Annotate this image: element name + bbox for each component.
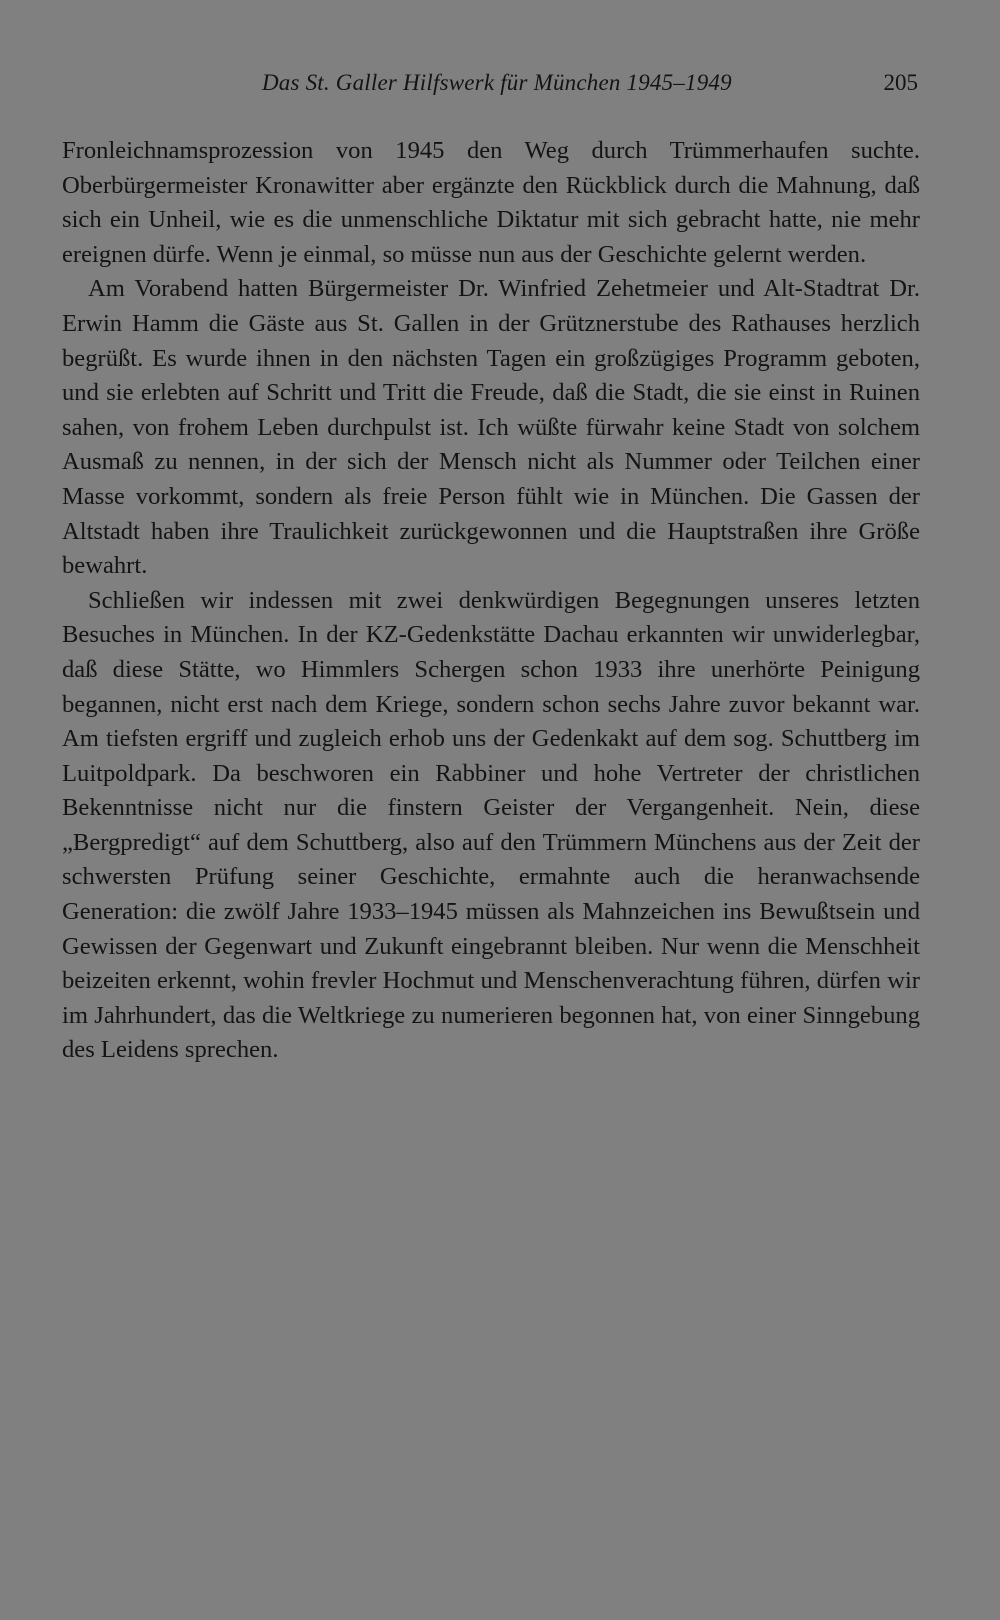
page-number: 205 bbox=[883, 70, 918, 95]
running-head bbox=[60, 66, 920, 102]
body-text bbox=[62, 134, 920, 1068]
running-title: Das St. Galler Hilfswerk für München 1945–1949 bbox=[262, 70, 732, 95]
paragraph-1: Fronleichnamsprozession von 1945 den Weg durch Trümmerhaufen suchte. Oberbürgermeister Kronawitter aber ergänzte den Rückblick durch die Mahnung, daß sich ein Unheil, wie es die unmenschliche Diktatur mit sich gebracht hatte, nie mehr ereignen dürfe. Wenn je einmal, so müsse nun aus der Geschichte gelernt werden. bbox=[62, 137, 920, 268]
paragraph-2: Am Vorabend hatten Bürgermeister Dr. Winfried Zehetmeier und Alt-Stadtrat Dr. Erwin Hamm die Gäste aus St. Gallen in der Grütznerstube des Rathauses herzlich begrüßt. Es wurde ihnen in den nächsten Tagen ein großzügiges Programm geboten, und sie erlebten auf Schritt und Tritt die Freude, daß die Stadt, die sie einst in Ruinen sahen, von frohem Leben durchpulst ist. Ich wüßte fürwahr keine Stadt von solchem Ausmaß zu nennen, in der sich der Mensch nicht als Nummer oder Teilchen einer Masse vorkommt, sondern als freie Person fühlt wie in München. Die Gassen der Altstadt haben ihre Traulichkeit zurückgewonnen und die Hauptstraßen ihre Größe bewahrt. bbox=[62, 275, 920, 580]
paragraph-3: Schließen wir indessen mit zwei denkwürdigen Begegnungen unseres letzten Besuches in München. In der KZ-Gedenkstätte Dachau erkannten wir unwiderlegbar, daß diese Stätte, wo Himmlers Schergen schon 1933 ihre unerhörte Peinigung begannen, nicht erst nach dem Kriege, sondern schon sechs Jahre zuvor bekannt war. Am tiefsten ergriff und zugleich erhob uns der Gedenkakt auf dem sog. Schuttberg im Luitpoldpark. Da beschworen ein Rabbiner und hohe Vertreter der christlichen Bekenntnisse nicht nur die finstern Geister der Vergangenheit. Nein, diese „Bergpredigt“ auf dem Schuttberg, also auf den Trümmern Münchens aus der Zeit der schwersten Prüfung seiner Geschichte, ermahnte auch die heranwachsende Generation: die zwölf Jahre 1933–1945 müssen als Mahnzeichen ins Bewußtsein und Gewissen der Gegenwart und Zukunft eingebrannt bleiben. Nur wenn die Menschheit beizeiten erkennt, wohin frevler Hochmut und Menschenverachtung führen, dürfen wir im Jahrhundert, das die Weltkriege zu numerieren begonnen hat, von einer Sinngebung des Leidens sprechen. bbox=[62, 586, 920, 1064]
